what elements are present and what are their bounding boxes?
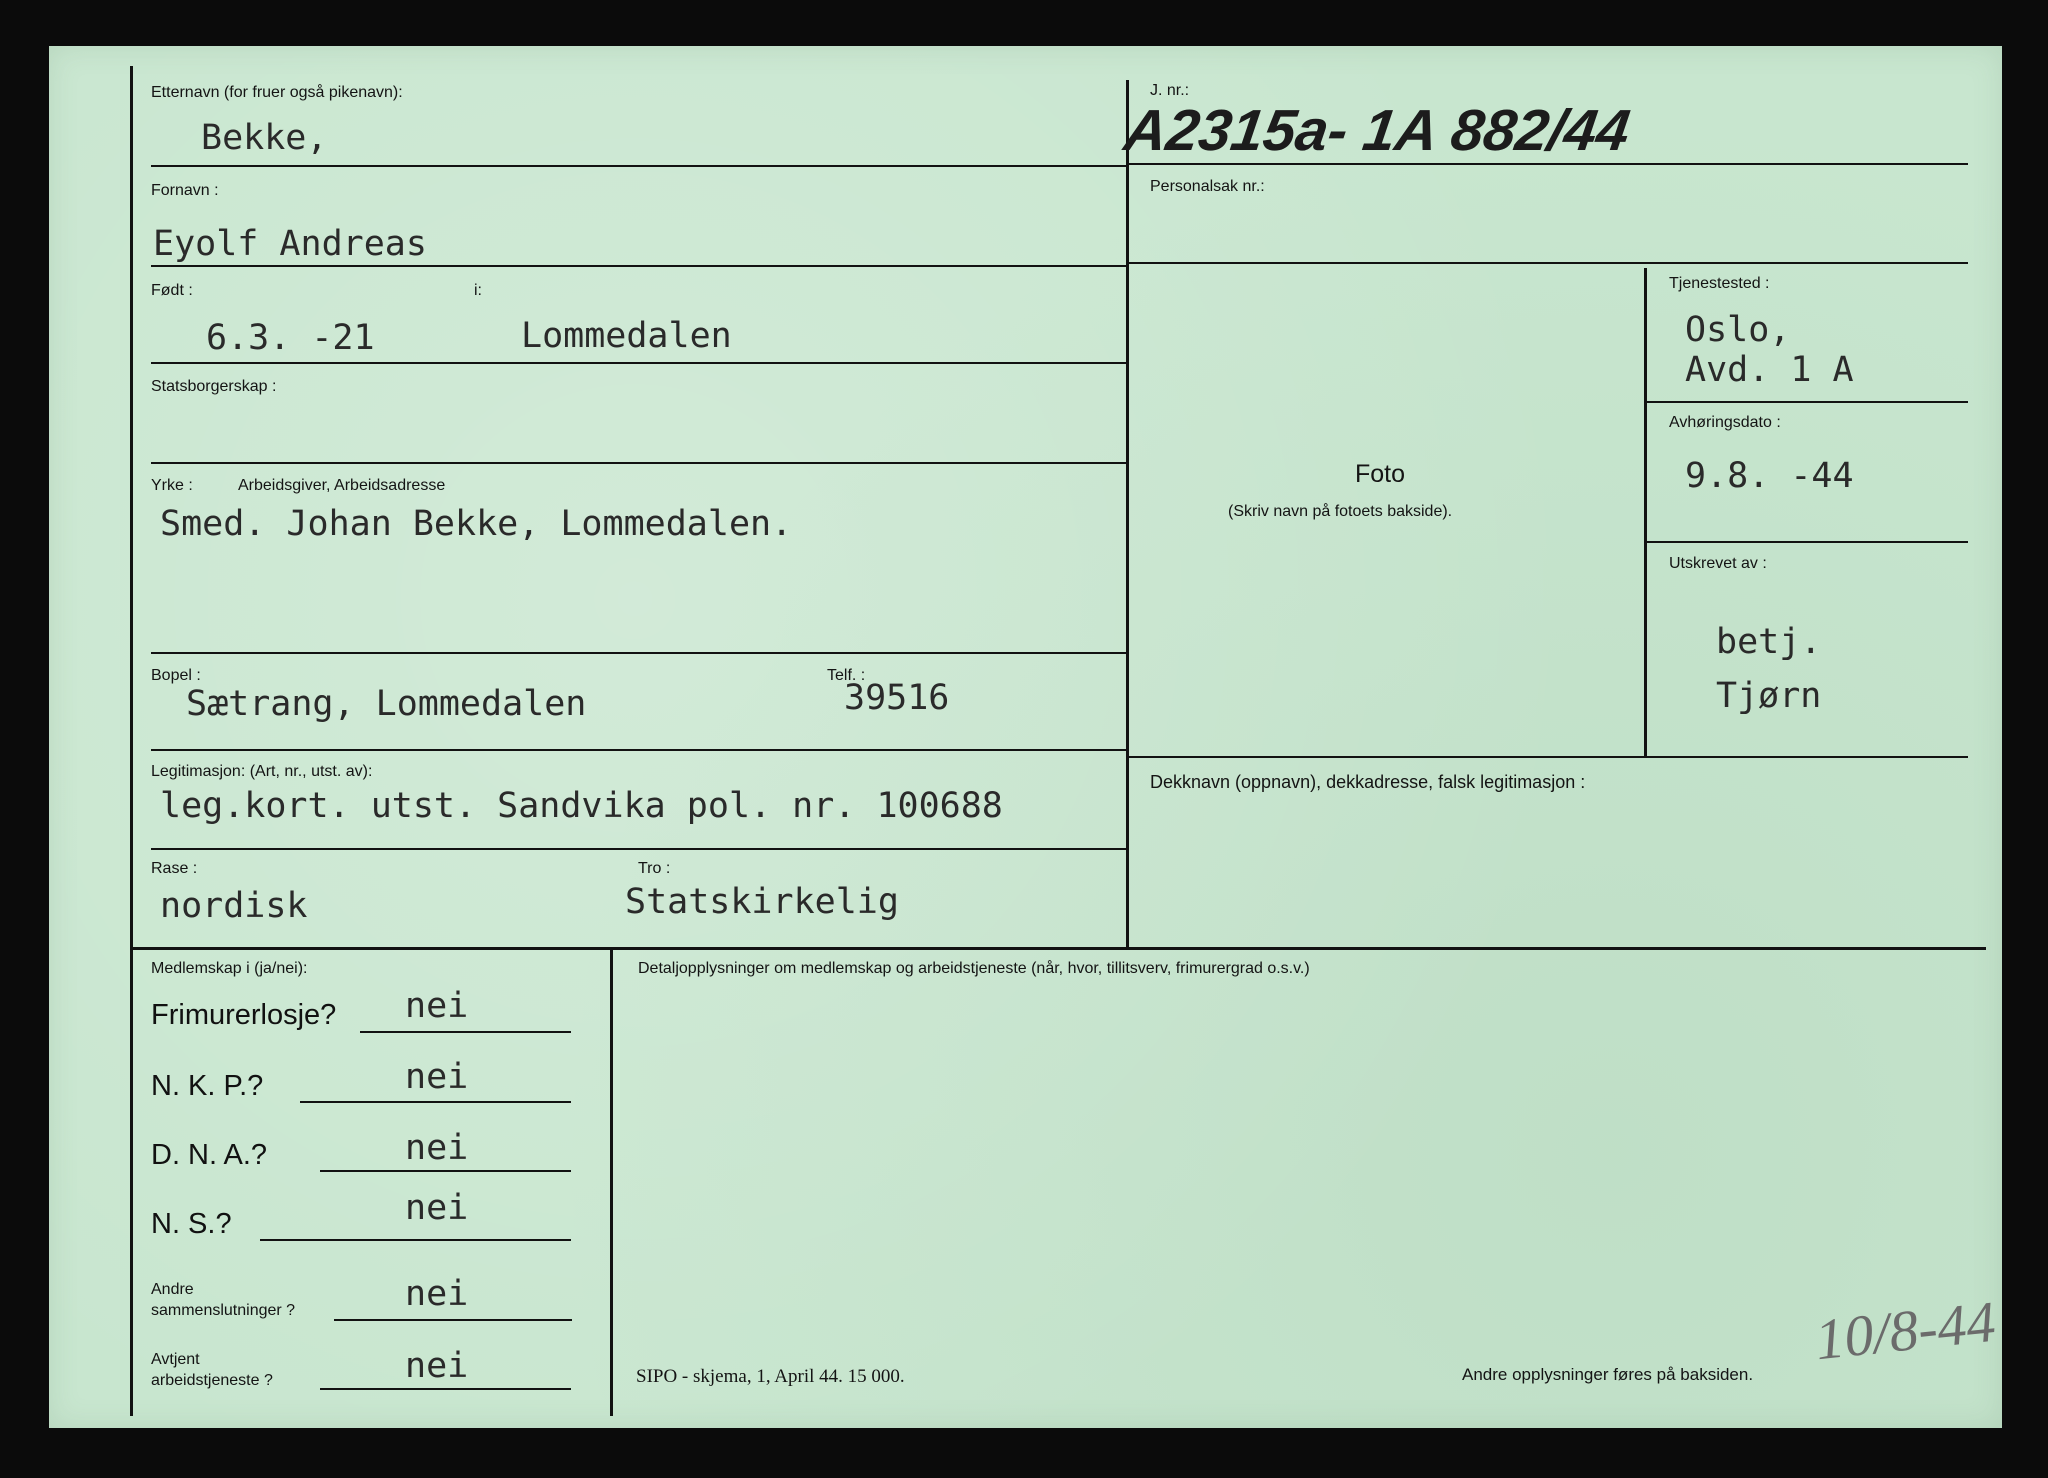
label-foto: Foto: [1355, 460, 1406, 488]
answer-dna: nei: [405, 1128, 469, 1168]
rule-fodt: [151, 362, 1126, 364]
label-detalj: Detaljopplysninger om medlemskap og arbeidstjeneste (når, hvor, tillitsverv, frimurergrad o.s.v.): [638, 960, 1310, 977]
rule-yrke: [151, 652, 1126, 654]
label-bopel: Bopel :: [151, 667, 201, 684]
label-fodt-i: i:: [474, 282, 482, 299]
value-yrke: Smed. Johan Bekke, Lommedalen.: [160, 504, 793, 544]
rule-dna: [320, 1170, 571, 1172]
question-frimurer: Frimurerlosje?: [151, 999, 337, 1031]
value-utskrevet-1: betj.: [1716, 622, 1822, 662]
label-yrke: Yrke :: [151, 477, 193, 494]
registration-card: [49, 46, 2002, 1428]
label-fodt: Født :: [151, 282, 193, 299]
rule-bopel: [151, 749, 1126, 751]
label-rase: Rase :: [151, 860, 198, 877]
value-fodt-sted: Lommedalen: [521, 316, 732, 356]
label-jnr: J. nr.:: [1150, 82, 1190, 99]
footer-sipo: SIPO - skjema, 1, April 44. 15 000.: [636, 1366, 905, 1387]
answer-andre: nei: [405, 1274, 469, 1314]
rule-statsborgerskap: [151, 462, 1126, 464]
value-avhoringsdato: 9.8. -44: [1685, 456, 1854, 496]
label-personalsak: Personalsak nr.:: [1150, 178, 1265, 195]
rule-avhoringsdato: [1646, 541, 1968, 543]
value-bopel: Sætrang, Lommedalen: [186, 684, 587, 724]
left-margin-line: [130, 66, 133, 1416]
rule-nkp: [300, 1101, 571, 1103]
foto-right-divider: [1644, 268, 1647, 756]
value-etternavn: Bekke,: [201, 118, 328, 158]
question-andre-2: sammenslutninger ?: [151, 1302, 296, 1319]
rule-andre: [334, 1319, 572, 1321]
rule-utskrevet: [1129, 756, 1968, 758]
answer-ns: nei: [405, 1188, 469, 1228]
rule-etternavn: [151, 165, 1126, 167]
label-avhoringsdato: Avhøringsdato :: [1669, 414, 1781, 431]
membership-divider: [610, 950, 613, 1416]
label-arbeidsgiver: Arbeidsgiver, Arbeidsadresse: [238, 477, 446, 494]
question-avtjent-1: Avtjent: [151, 1351, 200, 1368]
label-tjenestested: Tjenestested :: [1669, 275, 1770, 292]
footer-andre-opplysninger: Andre opplysninger føres på baksiden.: [1462, 1365, 1754, 1384]
rule-avtjent: [320, 1388, 571, 1390]
question-dna: D. N. A.?: [151, 1139, 268, 1171]
label-fornavn: Fornavn :: [151, 182, 219, 199]
value-utskrevet-2: Tjørn: [1716, 676, 1822, 716]
question-avtjent-2: arbeidstjeneste ?: [151, 1372, 273, 1389]
label-tro: Tro :: [638, 860, 671, 877]
label-utskrevet: Utskrevet av :: [1669, 555, 1767, 572]
rule-frimurer: [360, 1031, 571, 1033]
value-telf: 39516: [844, 678, 950, 718]
answer-avtjent: nei: [405, 1346, 469, 1386]
value-tjenestested-2: Avd. 1 A: [1685, 350, 1854, 390]
center-divider: [1126, 80, 1129, 948]
value-tro: Statskirkelig: [625, 882, 899, 922]
pencil-date: 10/8-44: [1812, 1288, 1999, 1373]
value-rase: nordisk: [160, 886, 308, 926]
label-legitimasjon: Legitimasjon: (Art, nr., utst. av):: [151, 763, 373, 780]
value-fornavn: Eyolf Andreas: [153, 224, 427, 264]
question-nkp: N. K. P.?: [151, 1070, 264, 1102]
rule-fornavn: [151, 265, 1126, 267]
value-tjenestested-1: Oslo,: [1685, 310, 1791, 350]
rule-personalsak: [1129, 262, 1968, 264]
section-divider: [130, 947, 1986, 950]
answer-nkp: nei: [405, 1057, 469, 1097]
label-dekknavn: Dekknavn (oppnavn), dekkadresse, falsk legitimasjon :: [1150, 772, 1586, 792]
question-andre-1: Andre: [151, 1281, 194, 1298]
value-fodt-dato: 6.3. -21: [206, 318, 375, 358]
label-foto-note: (Skriv navn på fotoets bakside).: [1228, 503, 1453, 520]
rule-ns: [260, 1239, 571, 1241]
label-telf: Telf. :: [827, 667, 866, 684]
label-medlemskap: Medlemskap i (ja/nei):: [151, 960, 308, 977]
rule-legitimasjon: [151, 848, 1126, 850]
label-statsborgerskap: Statsborgerskap :: [151, 378, 277, 395]
answer-frimurer: nei: [405, 986, 469, 1026]
value-jnr: A2315a- 1A 882/44: [1120, 98, 1634, 163]
question-ns: N. S.?: [151, 1208, 232, 1240]
rule-tjenestested: [1646, 401, 1968, 403]
label-etternavn: Etternavn (for fruer også pikenavn):: [151, 84, 403, 101]
value-legitimasjon: leg.kort. utst. Sandvika pol. nr. 100688: [160, 786, 1003, 826]
